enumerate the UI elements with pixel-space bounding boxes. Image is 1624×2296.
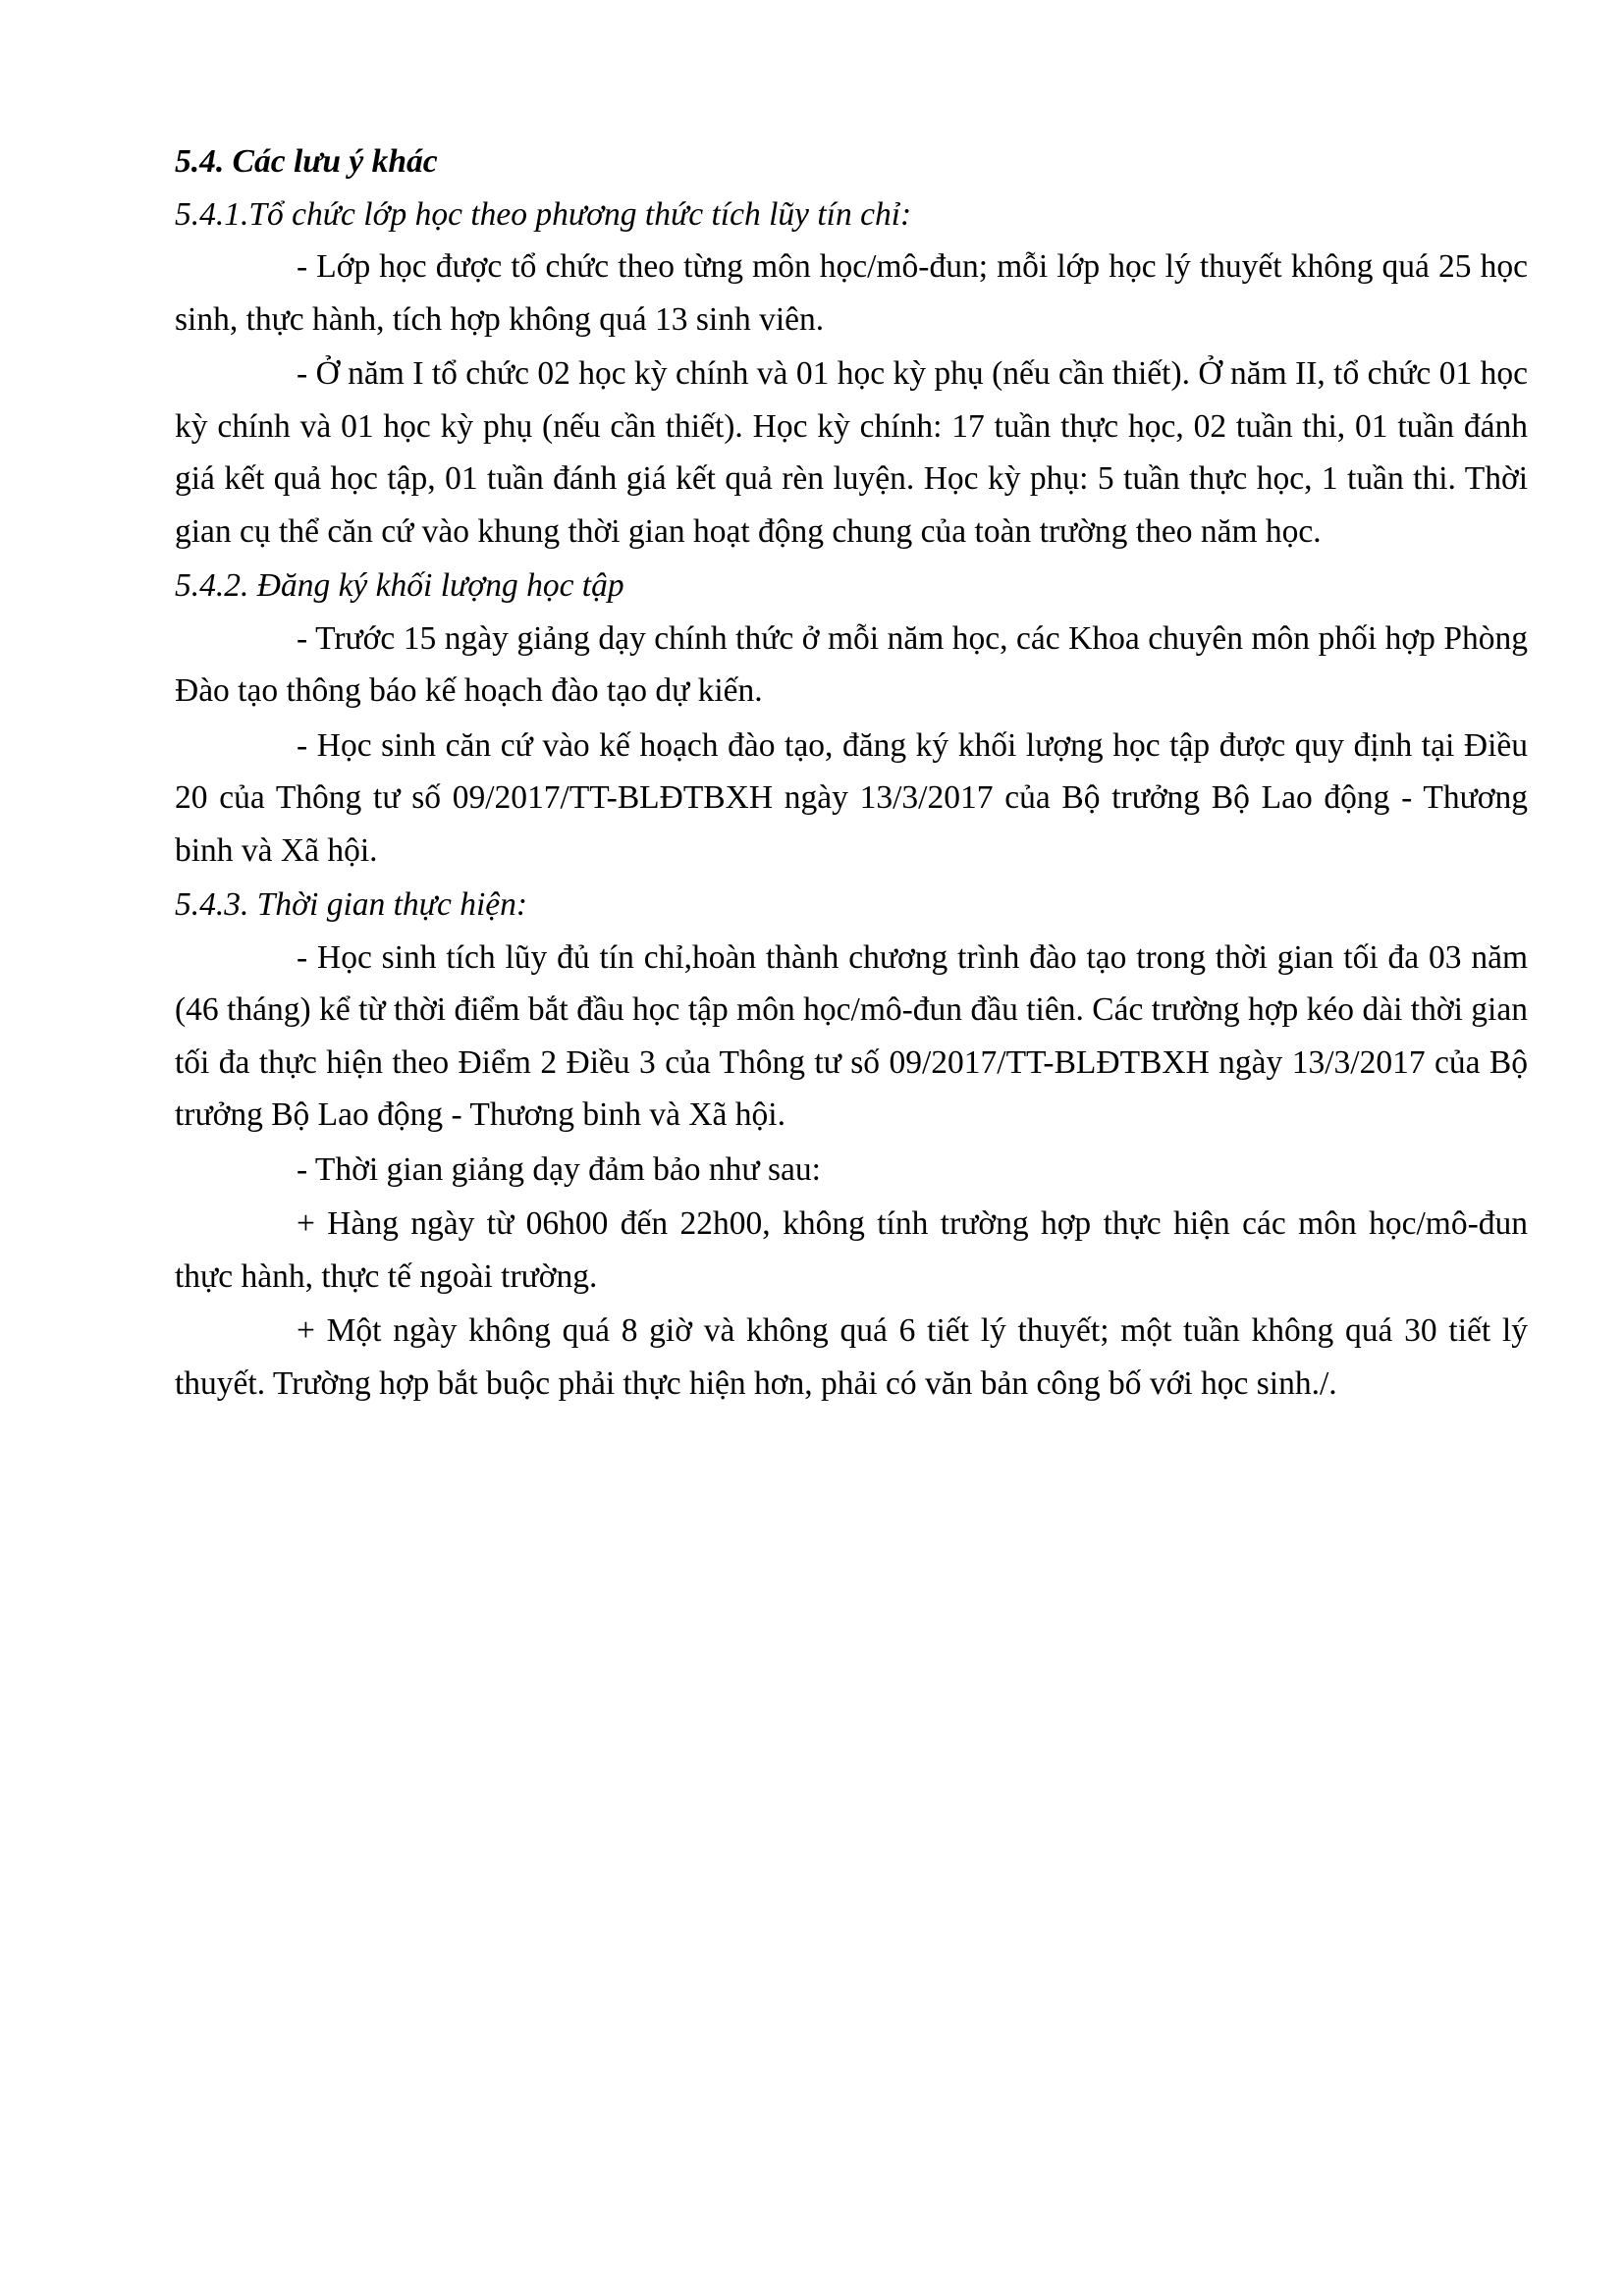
section-title: 5.4. Các lưu ý khác bbox=[175, 143, 438, 180]
paragraph-hour-limits: + Một ngày không quá 8 giờ và không quá 6 tiết lý thuyết; một tuần không quá 30 tiết lý thuyết. Trường hợp bắt buộc phải thực hiện hơn, phải có văn bản công bố với học sinh./. bbox=[175, 1312, 1528, 1402]
paragraph-teaching-time-intro: - Thời gian giảng dạy đảm bảo như sau: bbox=[297, 1150, 821, 1188]
paragraph-class-size: - Lớp học được tổ chức theo từng môn học/mô-đun; mỗi lớp học lý thuyết không quá 25 học sinh, thực hành, tích hợp không quá 13 sinh viên. bbox=[175, 248, 1528, 338]
paragraph-semesters: - Ở năm I tổ chức 02 học kỳ chính và 01 học kỳ phụ (nếu cần thiết). Ở năm II, tổ chức 01 học kỳ chính và 01 học kỳ phụ (nếu cần thiết). Học kỳ chính: 17 tuần thực học, 02 tuần thi, 01 tuần đánh giá kết quả học tập, 01 tuần đánh giá kết quả rèn luyện. Học kỳ phụ: 5 tuần thực học, 1 tuần thi. Thời gian cụ thể căn cứ vào khung thời gian hoạt động chung của toàn trường theo năm học. bbox=[175, 355, 1528, 550]
paragraph-registration: - Học sinh căn cứ vào kế hoạch đào tạo, đăng ký khối lượng học tập được quy định tại Điều 20 của Thông tư số 09/2017/TT-BLĐTBXH ngày 13/3/2017 của Bộ trưởng Bộ Lao động - Thương binh và Xã hội. bbox=[175, 726, 1528, 869]
paragraph-plan-notice: - Trước 15 ngày giảng dạy chính thức ở mỗi năm học, các Khoa chuyên môn phối hợp Phòng Đào tạo thông báo kế hoạch đào tạo dự kiến. bbox=[175, 619, 1528, 709]
document-page bbox=[175, 135, 1528, 1412]
subsection-heading-5-4-1: 5.4.1.Tổ chức lớp học theo phương thức tích lũy tín chỉ: bbox=[175, 195, 912, 233]
subsection-heading-5-4-2: 5.4.2. Đăng ký khối lượng học tập bbox=[175, 567, 624, 604]
subsection-heading-5-4-3: 5.4.3. Thời gian thực hiện: bbox=[175, 886, 528, 923]
paragraph-max-duration: - Học sinh tích lũy đủ tín chỉ,hoàn thành chương trình đào tạo trong thời gian tối đa 03 năm (46 tháng) kể từ thời điểm bắt đầu học tập môn học/mô-đun đầu tiên. Các trường hợp kéo dài thời gian tối đa thực hiện theo Điểm 2 Điều 3 của Thông tư số 09/2017/TT-BLĐTBXH ngày 13/3/2017 của Bộ trưởng Bộ Lao động - Thương binh và Xã hội. bbox=[175, 938, 1528, 1133]
paragraph-daily-hours: + Hàng ngày từ 06h00 đến 22h00, không tính trường hợp thực hiện các môn học/mô-đun thực hành, thực tế ngoài trường. bbox=[175, 1205, 1528, 1295]
